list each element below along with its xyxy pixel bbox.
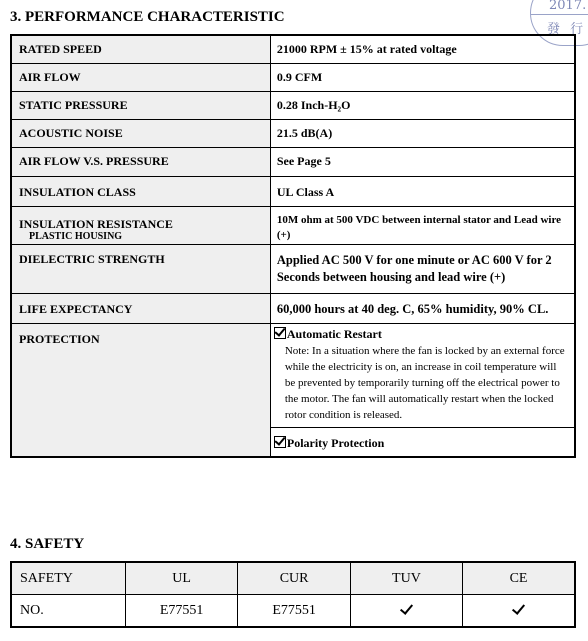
row-value: 21.5 dB(A) [270,119,575,147]
header-cell: SAFETY [11,562,125,595]
performance-table [10,34,576,458]
stamp-divider [531,14,588,15]
table-row [11,176,575,206]
cur-number: E77551 [238,595,351,628]
header-cell: CUR [238,562,351,595]
checked-box-icon [274,327,286,339]
row-label-text: INSULATION RESISTANCE [19,216,173,231]
table-row [11,91,575,119]
row-label: DIELECTRIC STRENGTH [11,244,270,293]
tuv-cell [350,595,462,628]
table-row [11,244,575,293]
table-row [11,147,575,176]
table-row [11,293,575,323]
header-cell: TUV [350,562,462,595]
checked-box-icon [274,436,286,448]
safety-title: 4. SAFETY [10,536,85,552]
table-row [11,63,575,91]
table-row [11,206,575,244]
row-value: UL Class A [270,176,575,206]
row-label: LIFE EXPECTANCY [11,293,270,323]
stamp-date: 2017. [549,0,587,13]
row-sublabel: PLASTIC HOUSING [29,230,123,242]
stamp-text: 發 行 [547,22,587,37]
row-value: 0.9 CFM [270,63,575,91]
performance-title: 3. PERFORMANCE CHARACTERISTIC [10,9,285,25]
checkmark-icon [400,601,413,615]
row-value: 0.28 Inch-H₂O [270,91,575,119]
ce-cell [463,595,575,628]
polarity-label: Polarity Protection [286,435,385,450]
table-row [11,595,575,628]
safety-table [10,561,576,628]
row-value: 10M ohm at 500 VDC between internal stator and Lead wire (+) [270,206,575,244]
table-header-row [11,562,575,595]
row-label: INSULATION CLASS [11,176,270,206]
table-row [11,119,575,147]
row-label: STATIC PRESSURE [11,91,270,119]
table-row [11,323,575,427]
auto-restart-label: Automatic Restart [286,326,382,341]
checkmark-icon [512,601,525,615]
row-label: AIR FLOW [11,63,270,91]
row-label: RATED SPEED [11,35,270,63]
row-label: NO. [11,595,125,628]
row-value: Applied AC 500 V for one minute or AC 600 V for 2 Seconds between housing and lead wire (+) [270,244,575,293]
protection-value [270,323,575,427]
row-label: ACOUSTIC NOISE [11,119,270,147]
row-value: 21000 RPM ± 15% at rated voltage [270,35,575,63]
row-label: PROTECTION [11,323,270,457]
row-label [11,206,270,244]
protection-note: Note: In a situation where the fan is locked by an external force while the electricity is on, an increase in coil temperature will be prevented by temporarily turning off the electrical power to the motor. The fan will automatically restart when the locked rotor condition is released. [284,344,565,421]
header-cell: CE [463,562,575,595]
row-value: See Page 5 [270,147,575,176]
row-value: 60,000 hours at 40 deg. C, 65% humidity, 90% CL. [270,293,575,323]
table-row [11,35,575,63]
header-cell: UL [125,562,238,595]
ul-number: E77551 [125,595,238,628]
polarity-value [270,427,575,457]
row-label: AIR FLOW V.S. PRESSURE [11,147,270,176]
